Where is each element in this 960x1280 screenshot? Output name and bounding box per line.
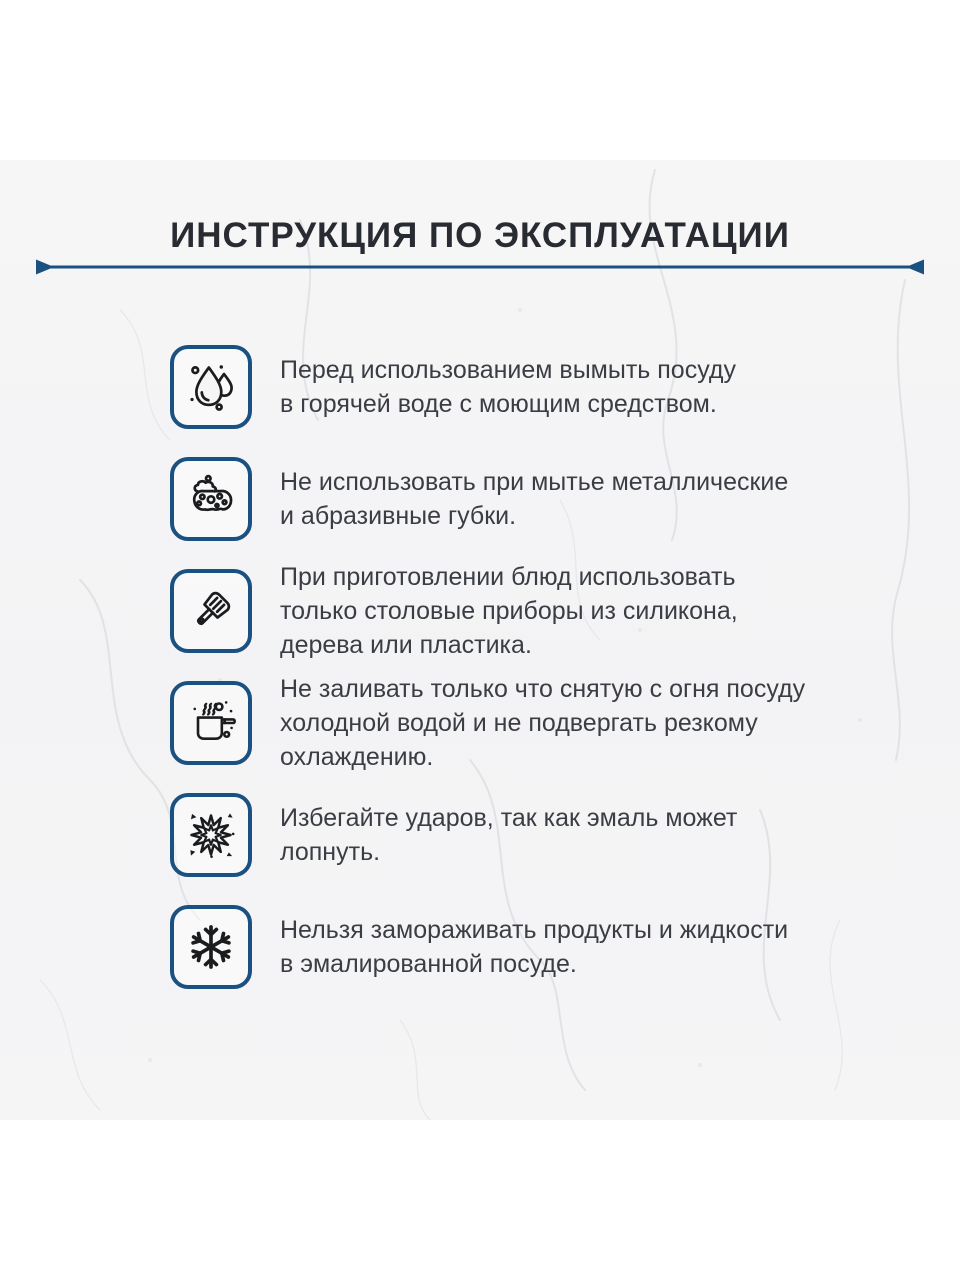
card-content bbox=[0, 160, 960, 1120]
instruction-line: дерева или пластика. bbox=[280, 631, 532, 659]
instruction-text bbox=[280, 913, 788, 981]
impact-burst-icon bbox=[170, 793, 252, 877]
instruction-line: Нельзя замораживать продукты и жидкости bbox=[280, 916, 789, 944]
instruction-line: Перед использованием вымыть посуду bbox=[280, 356, 736, 384]
instruction-line: охлаждению. bbox=[280, 743, 434, 771]
instruction-row-freeze bbox=[170, 905, 805, 989]
instruction-line: Не использовать при мытье металлические bbox=[280, 468, 789, 496]
instruction-line: в эмалированной посуде. bbox=[280, 950, 577, 978]
instruction-row-impact bbox=[170, 793, 805, 877]
divider-arrow-line bbox=[36, 259, 924, 275]
instruction-text bbox=[280, 560, 738, 662]
instruction-text bbox=[280, 465, 788, 533]
instruction-text bbox=[280, 801, 737, 869]
instruction-line: При приготовлении блюд использовать bbox=[280, 563, 736, 591]
hot-pan-steam-icon bbox=[170, 681, 252, 765]
instruction-text bbox=[280, 353, 736, 421]
instruction-row-utensils bbox=[170, 563, 805, 659]
sponge-icon bbox=[170, 457, 252, 541]
title-divider bbox=[36, 259, 924, 275]
instruction-line: Избегайте ударов, так как эмаль может bbox=[280, 804, 738, 832]
instruction-row-hot-pan bbox=[170, 675, 806, 771]
instruction-row-sponge bbox=[170, 457, 805, 541]
water-drops-icon bbox=[170, 345, 252, 429]
instruction-line: Не заливать только что снятую с огня посуду bbox=[280, 675, 806, 703]
instruction-line: в горячей воде с моющим средством. bbox=[280, 390, 717, 418]
instruction-line: только столовые приборы из силикона, bbox=[280, 597, 738, 625]
page-title: ИНСТРУКЦИЯ ПО ЭКСПЛУАТАЦИИ bbox=[170, 216, 790, 255]
snowflake-icon bbox=[170, 905, 252, 989]
instruction-list bbox=[170, 345, 805, 989]
instruction-line: холодной водой и не подвергать резкому bbox=[280, 709, 758, 737]
spatula-icon bbox=[170, 569, 252, 653]
instruction-row-wash bbox=[170, 345, 805, 429]
marble-card bbox=[0, 160, 960, 1120]
instruction-text bbox=[280, 672, 805, 774]
instruction-line: и абразивные губки. bbox=[280, 502, 517, 530]
instruction-line: лопнуть. bbox=[280, 838, 381, 866]
